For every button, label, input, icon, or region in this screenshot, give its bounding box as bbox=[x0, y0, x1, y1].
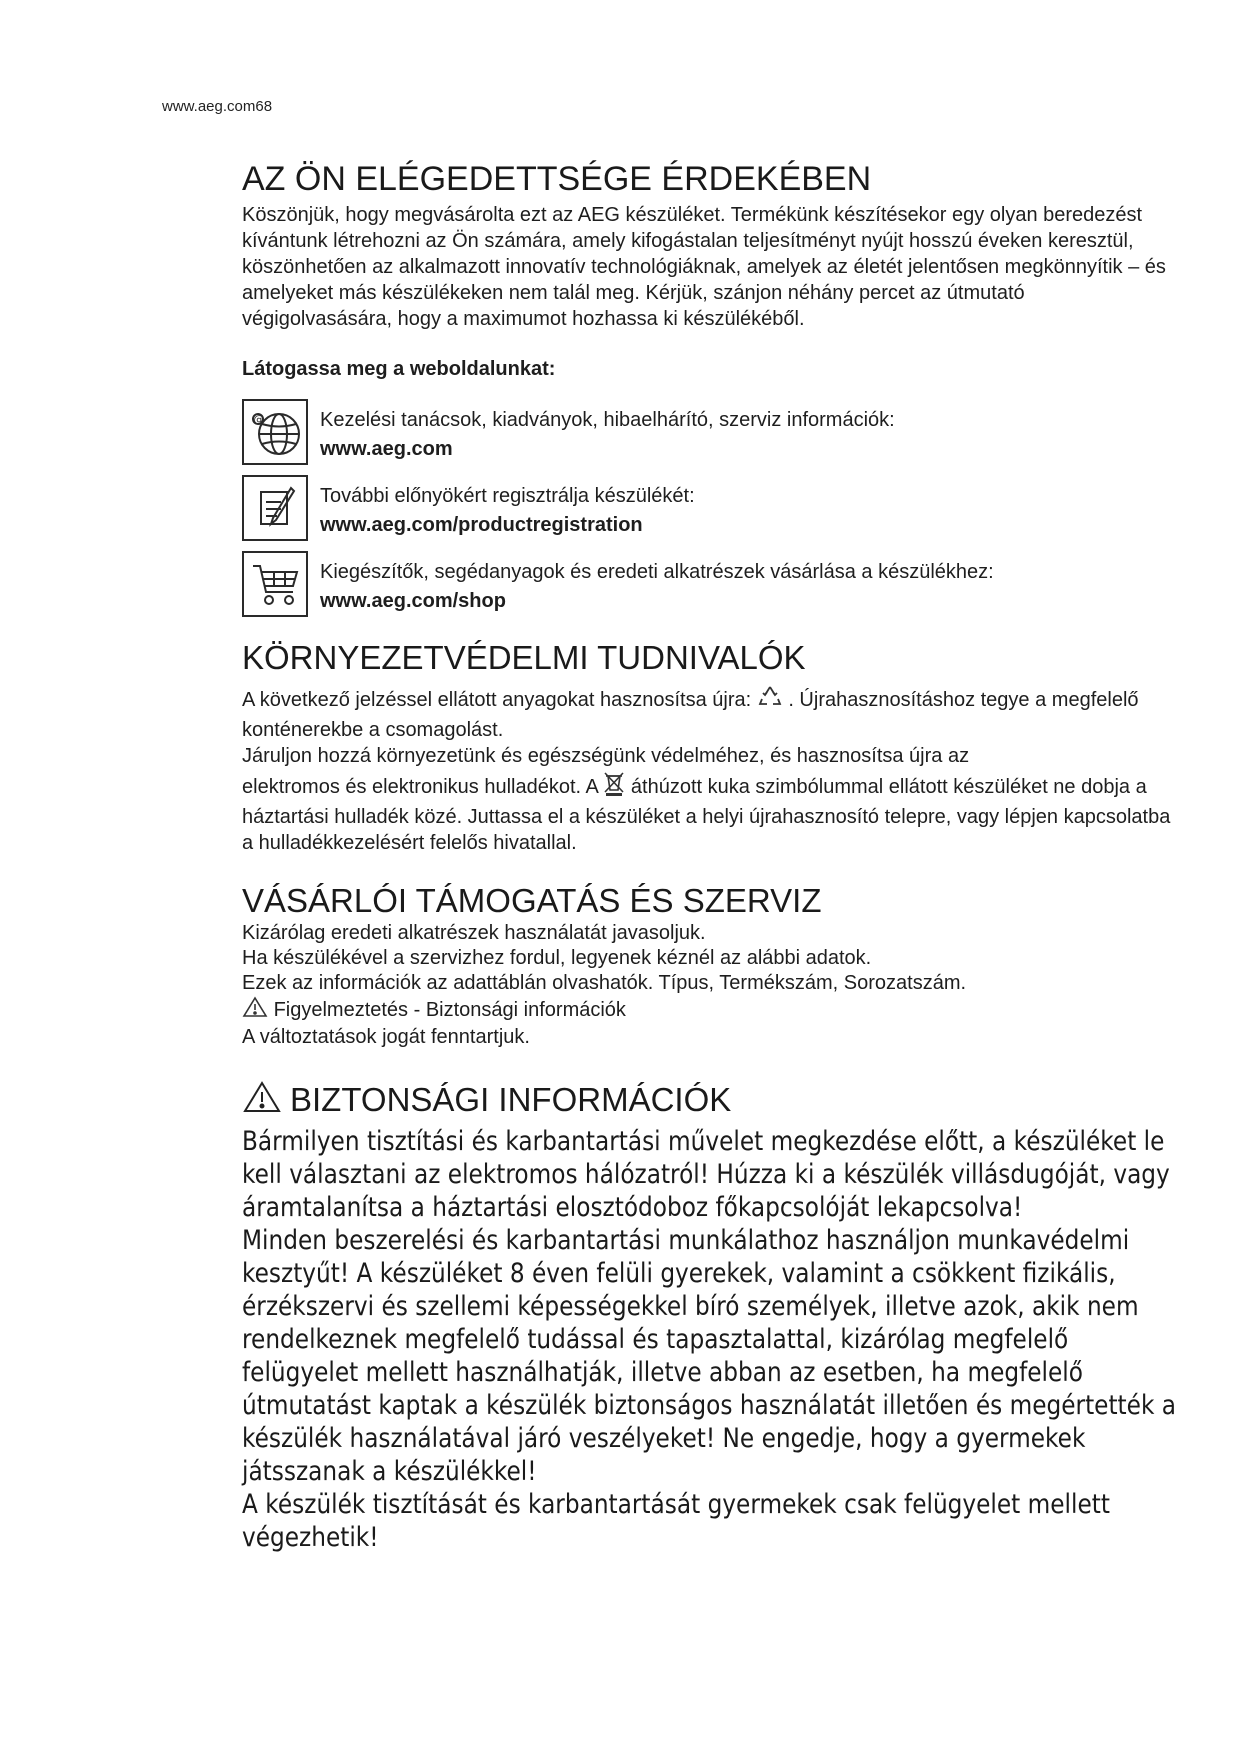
rights-reserved: A változtatások jogát fenntartjuk. bbox=[242, 1026, 530, 1048]
environment-recycle-instruction: . Újrahasznosításhoz tegye a megfelelő konténerekbe a csomagolást. bbox=[242, 688, 1139, 741]
link-url-support[interactable]: www.aeg.com bbox=[320, 438, 453, 460]
safety-title: BIZTONSÁGI INFORMÁCIÓK bbox=[290, 1081, 732, 1118]
website-links bbox=[242, 399, 1172, 627]
environment-contribute: Járuljon hozzá környezetünk és egészségünk védelméhez, és hasznosítsa újra az bbox=[242, 745, 970, 767]
environment-weee-instruction: áthúzott kuka szimbólummal ellátott készüléket ne dobja a háztartási hulladék közé. Juttassa el a készüléket a helyi újrahasznosító telepre, vagy lépjen kapcsolatba a hulladékkezelésért felelős hivatallal. bbox=[242, 775, 1171, 854]
warning-legend bbox=[242, 996, 1172, 1025]
link-row-support bbox=[242, 399, 1172, 475]
environment-paragraph bbox=[242, 684, 1172, 743]
link-description-support: Kezelési tanácsok, kiadványok, hibaelhárító, szerviz információk: bbox=[320, 409, 895, 431]
safety-title-row bbox=[242, 1080, 1172, 1119]
cart-icon bbox=[242, 551, 308, 617]
safety-paragraph-children: A készülék tisztítását és karbantartását gyermekek csak felügyelet mellett végezhetik! bbox=[242, 1489, 1110, 1553]
link-description-shop: Kiegészítők, segédanyagok és eredeti alkatrészek vásárlása a készülékhez: bbox=[320, 561, 994, 583]
visit-heading: Látogassa meg a weboldalunkat: bbox=[242, 358, 556, 380]
safety-paragraph-disconnect: Bármilyen tisztítási és karbantartási művelet megkezdése előtt, a készüléket le kell választani az elektromos hálózatról! Húzza ki a készülék villásdugóját, vagy áramtalanítsa a háztartási elosztódoboz főkapcsolóját lekapcsolva! bbox=[242, 1126, 1170, 1223]
intro-paragraph: Köszönjük, hogy megvásárolta ezt az AEG készüléket. Termékünk készítésekor egy olyan beredezést kívántunk létrehozni az Ön számára, amely kifogástalan teljesítményt nyújt hosszú éveken keresztül, köszönhetően az alkalmazott innovatív technológiáknak, amelyek az életét jelentősen megkönnyítik – és amelyeket más készülékeken nem talál meg. Kérjük, szánjon néhány percet az útmutató végigolvasására, hogy a maximumot hozhassa ki készülékéből. bbox=[242, 204, 1166, 330]
warning-icon bbox=[242, 996, 268, 1025]
safety-body bbox=[242, 1125, 1179, 1554]
link-row-shop bbox=[242, 551, 1172, 627]
page-header-url: www.aeg.com68 bbox=[162, 98, 273, 115]
page-content bbox=[242, 160, 1177, 1554]
environment-recycle-text: A következő jelzéssel ellátott anyagokat hasznosítsa újra: bbox=[242, 688, 752, 711]
warning-icon bbox=[242, 1080, 282, 1119]
link-url-registration[interactable]: www.aeg.com/productregistration bbox=[320, 514, 643, 536]
svg-text:@: @ bbox=[253, 413, 265, 426]
crossed-bin-icon bbox=[603, 771, 625, 804]
environment-title: KÖRNYEZETVÉDELMI TUDNIVALÓK bbox=[242, 639, 806, 676]
customer-service-line: Ha készülékével a szervizhez fordul, legyenek kéznél az alábbi adatok. bbox=[242, 947, 872, 969]
customer-service-line: Ezek az információk az adattáblán olvashatók. Típus, Termékszám, Sorozatszám. bbox=[242, 972, 967, 994]
link-url-shop[interactable]: www.aeg.com/shop bbox=[320, 590, 506, 612]
customer-service-line: Kizárólag eredeti alkatrészek használatát javasoljuk. bbox=[242, 922, 706, 944]
registration-icon bbox=[242, 475, 308, 541]
customer-service-title: VÁSÁRLÓI TÁMOGATÁS ÉS SZERVIZ bbox=[242, 882, 822, 919]
environment-weee bbox=[242, 771, 1172, 856]
globe-icon bbox=[242, 399, 308, 465]
customer-service-body bbox=[242, 921, 1172, 1050]
recycle-icon bbox=[757, 684, 783, 717]
safety-paragraph-users: Minden beszerelési és karbantartási munkálathoz használjon munkavédelmi kesztyűt! A készüléket 8 éven felüli gyerekek, valamint a csökkent fizikális, érzékszervi és szellemi képességekkel bíró személyek, illetve azok, akik nem rendelkeznek megfelelő tudással és tapasztalattal, kizárólag megfelelő felügyelet mellett használhatják, illetve abban az esetben, ha megfelelő útmutatást kaptak a készülék biztonságos használatát illetően és megértették a készülék használatával járó veszélyeket! Ne engedje, hogy a gyermekek játsszanak a készülékkel! bbox=[242, 1225, 1177, 1487]
environment-weee-text: elektromos és elektronikus hulladékot. A bbox=[242, 775, 598, 798]
link-row-registration bbox=[242, 475, 1172, 551]
warning-label: Figyelmeztetés - Biztonsági információk bbox=[273, 998, 626, 1021]
intro-title: AZ ÖN ELÉGEDETTSÉGE ÉRDEKÉBEN bbox=[242, 160, 872, 198]
link-description-registration: További előnyökért regisztrálja készülékét: bbox=[320, 485, 695, 507]
